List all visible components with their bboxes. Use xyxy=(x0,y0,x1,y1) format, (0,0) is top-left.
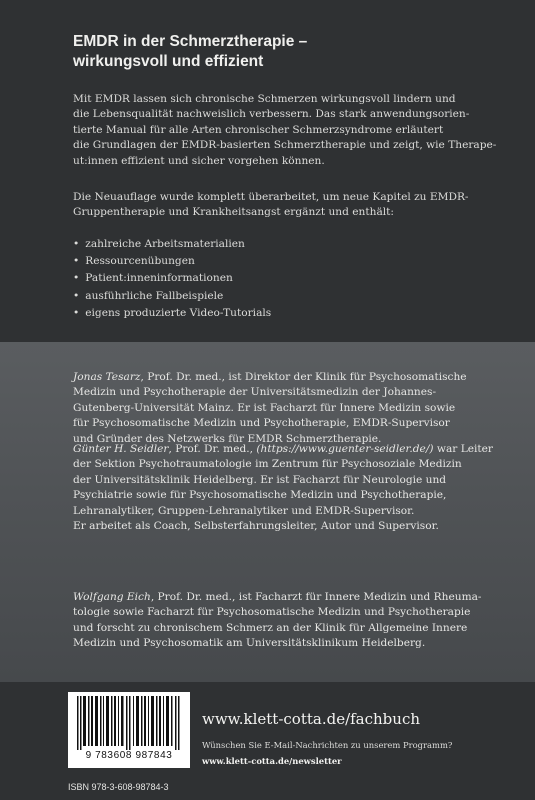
back-cover-top-section xyxy=(0,0,535,342)
author-bio-line: Medizin und Psychotherapie der Universitätsmedizin der Johannes- xyxy=(73,386,437,399)
intro-line: ut:innen effizient und sicher vorgehen können. xyxy=(73,154,325,167)
author-bio-line: Gutenberg-Universität Mainz. Er ist Facharzt für Innere Medizin sowie xyxy=(73,401,456,414)
headline-line-2: wirkungsvoll und effizient xyxy=(73,53,264,70)
features-list xyxy=(73,236,271,322)
intro-line: die Lebensqualität nachweislich verbessern. Das stark anwendungsorien- xyxy=(73,108,470,121)
author-bio-text: war Leiter xyxy=(433,443,493,455)
new-edition-paragraph xyxy=(73,190,493,221)
author-name: Jonas Tesarz xyxy=(73,371,141,383)
author-bio-seidler xyxy=(73,442,503,534)
author-bio-line: tologie sowie Facharzt für Psychosomatische Medizin und Psychotherapie xyxy=(73,606,471,619)
headline-line-1: EMDR in der Schmerztherapie – xyxy=(73,33,308,50)
barcode-bars-icon xyxy=(74,696,184,750)
author-bio-line: Er arbeitet als Coach, Selbsterfahrungsleiter, Autor und Supervisor. xyxy=(73,520,439,533)
publisher-url-link[interactable]: www.klett-cotta.de/fachbuch xyxy=(202,710,421,728)
feature-item: • eigens produzierte Video-Tutorials xyxy=(73,305,271,322)
intro-paragraph xyxy=(73,92,497,169)
feature-item: • ausführliche Fallbeispiele xyxy=(73,288,271,305)
intro-line: Mit EMDR lassen sich chronische Schmerzen wirkungsvoll lindern und xyxy=(73,93,456,105)
author-bio-eich xyxy=(73,590,503,652)
author-bio-line: der Universitätsklinik Heidelberg. Er ist Facharzt für Neurologie und xyxy=(73,473,447,486)
newsletter-prompt: Wünschen Sie E-Mail-Nachrichten zu unserem Programm? xyxy=(202,740,453,750)
new-edition-line: Gruppentherapie und Krankheitsangst ergänzt und enthält: xyxy=(73,206,394,219)
author-bio-line: und Gründer des Netzwerks für EMDR Schmerztherapie. xyxy=(73,432,382,445)
newsletter-link[interactable]: www.klett-cotta.de/newsletter xyxy=(202,756,342,766)
feature-item: • Patient:inneninformationen xyxy=(73,270,271,287)
barcode-digits: 9 783608 987843 xyxy=(85,750,173,761)
intro-line: die Grundlagen der EMDR-basierten Schmerztherapie und zeigt, wie Therape- xyxy=(73,139,497,152)
author-bio-tesarz xyxy=(73,370,503,447)
author-name: Günter H. Seidler xyxy=(73,443,169,455)
author-bio-line: Lehranalytiker, Gruppen-Lehranalytiker und EMDR-Supervisor. xyxy=(73,504,415,517)
intro-line: tierte Manual für alle Arten chronischer Schmerzsyndrome erläutert xyxy=(73,123,444,136)
new-edition-line: Die Neuauflage wurde komplett überarbeitet, um neue Kapitel zu EMDR- xyxy=(73,191,469,203)
author-bio-line: Medizin und Psychosomatik am Universitätsklinikum Heidelberg. xyxy=(73,637,426,650)
isbn-number: ISBN 978-3-608-98784-3 xyxy=(68,782,169,792)
author-bio-text: , Prof. Dr. med., xyxy=(168,443,257,455)
author-bio-section xyxy=(0,342,535,682)
author-name: Wolfgang Eich xyxy=(73,591,151,603)
author-website-link: (https://www.guenter-seidler.de/) xyxy=(256,443,434,455)
author-bio-line: für Psychosomatische Medizin und Psychotherapie, EMDR-Supervisor xyxy=(73,417,450,430)
feature-item: • Ressourcenübungen xyxy=(73,253,271,270)
headline xyxy=(73,32,493,72)
author-bio-line: der Sektion Psychotraumatologie im Zentrum für Psychosoziale Medizin xyxy=(73,458,462,471)
author-bio-text: , Prof. Dr. med., ist Direktor der Klinik für Psychosomatische xyxy=(140,371,467,383)
author-bio-line: und forscht zu chronischem Schmerz an der Klinik für Allgemeine Innere xyxy=(73,621,468,634)
barcode xyxy=(68,692,190,768)
author-bio-line: Psychiatrie sowie für Psychosomatische Medizin und Psychotherapie, xyxy=(73,489,447,502)
feature-item: • zahlreiche Arbeitsmaterialien xyxy=(73,236,271,253)
author-bio-text: , Prof. Dr. med., ist Facharzt für Innere Medizin und Rheuma- xyxy=(150,591,482,603)
